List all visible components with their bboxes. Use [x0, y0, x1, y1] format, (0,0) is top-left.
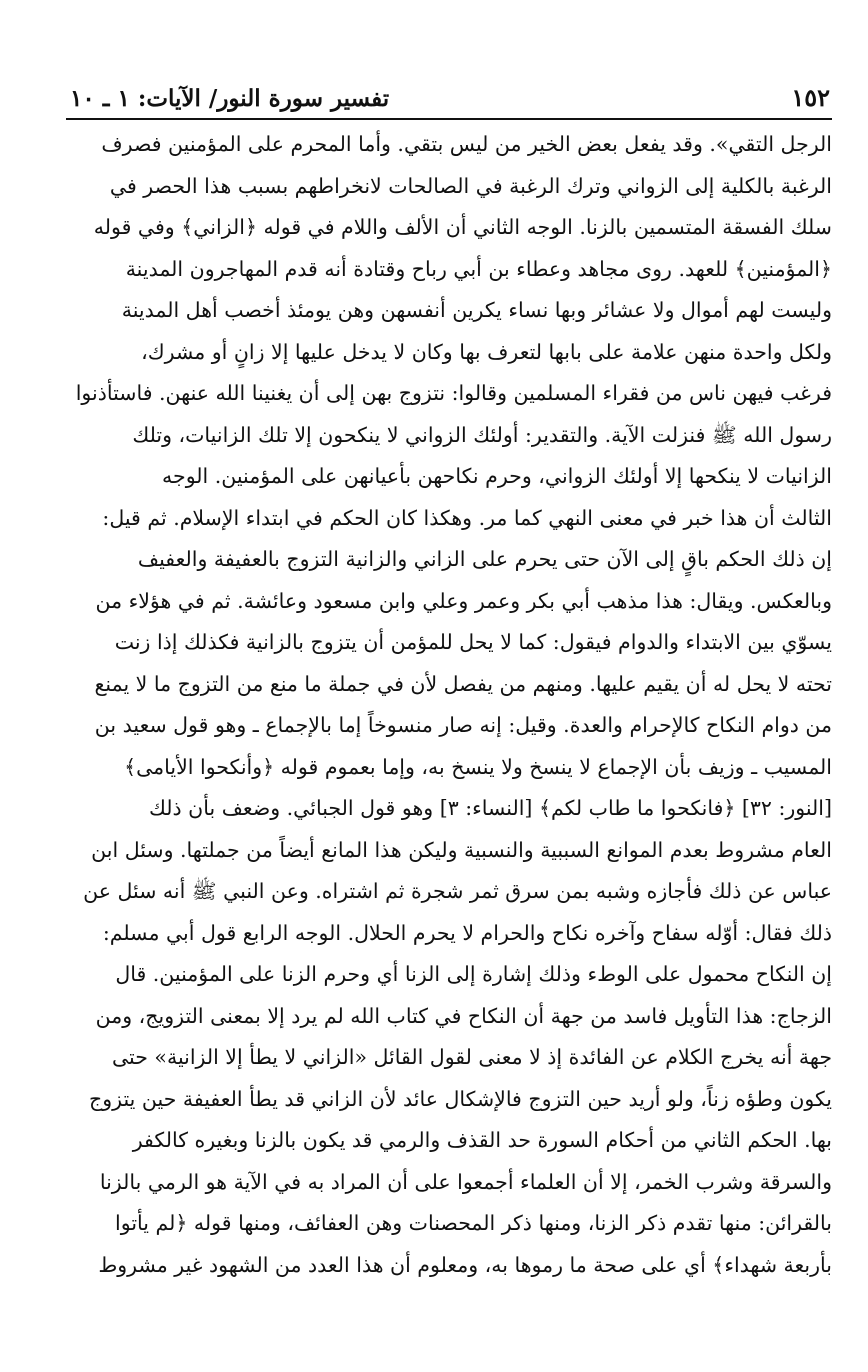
page-number: ١٥٢ — [791, 83, 830, 112]
text-line: الرجل التقي». وقد يفعل بعض الخير من ليس بتقي. وأما المحرم على المؤمنين فصرف — [101, 132, 832, 156]
running-title: تفسير سورة النور/ الآيات: ١ ـ ١٠ — [70, 85, 390, 112]
page-header — [70, 68, 830, 112]
text-line: فرغب فيهن ناس من فقراء المسلمين وقالوا: نتزوج بهن إلى أن يغنينا الله عنهن. فاستأذنوا — [75, 381, 832, 405]
text-line: الثالث أن هذا خبر في معنى النهي كما مر. وهكذا كان الحكم في ابتداء الإسلام. ثم قيل: — [102, 505, 832, 530]
text-line: والسرقة وشرب الخمر، إلا أن العلماء أجمعوا على أن المراد به في الآية هو الرمي بالزنا — [99, 1169, 832, 1194]
text-line: الزجاج: هذا التأويل فاسد من جهة أن النكاح في كتاب الله لم يرد إلا بمعنى التزويج، ومن — [95, 1003, 832, 1028]
text-line: العام مشروط بعدم الموانع السببية والنسبية وليكن هذا المانع أيضاً من جملتها. وسئل ابن — [91, 837, 832, 862]
text-line: إن ذلك الحكم باقٍ إلى الآن حتى يحرم على الزاني والزانية التزوج بالعفيفة والعفيف — [137, 547, 832, 571]
text-line: عباس عن ذلك فأجازه وشبه بمن سرق ثمر شجرة ثم اشتراه. وعن النبي ﷺ أنه سئل عن — [83, 879, 832, 903]
text-line: سلك الفسقة المتسمين بالزنا. الوجه الثاني أن الألف واللام في قوله ﴿الزاني﴾ وفي قوله — [93, 215, 832, 239]
header-divider — [66, 118, 832, 120]
text-line: يكون وطؤه زناً، ولو أريد حين التزوج فالإشكال عائد لأن الزاني قد يطأ العفيفة حين يتزوج — [89, 1086, 832, 1111]
text-line: ذلك فقال: أوّله سفاح وآخره نكاح والحرام لا يحرم الحلال. الوجه الرابع قول أبي مسلم: — [102, 920, 832, 945]
text-line: جهة أنه يخرج الكلام عن الفائدة إذ لا معنى لقول القائل «الزاني لا يطأ إلا الزانية» حتى — [111, 1045, 832, 1069]
text-line: تحته لا يحل له أن يقيم عليها. ومنهم من يفصل لأن في جملة ما منع من التزوج ما لا يمنع — [94, 671, 832, 696]
text-line: ﴿المؤمنين﴾ للعهد. روى مجاهد وعطاء بن أبي رباح وقتادة أنه قدم المهاجرون المدينة — [125, 256, 832, 281]
text-line: بالقرائن: منها تقدم ذكر الزنا، ومنها ذكر المحصنات وهن العفائف، ومنها قوله ﴿لم يأتوا — [115, 1211, 832, 1235]
text-line: رسول الله ﷺ فنزلت الآية. والتقدير: أولئك الزواني لا ينكحون إلا تلك الزانيات، وتلك — [132, 422, 832, 447]
text-line: الرغبة بالكلية إلى الزواني وترك الرغبة في الصالحات لانخراطهم بسبب هذا الحصر في — [109, 173, 832, 198]
text-line: بأربعة شهداء﴾ أي على صحة ما رموها به، ومعلوم أن هذا العدد من الشهود غير مشروط — [98, 1252, 832, 1277]
text-line: المسيب ـ وزيف بأن الإجماع لا ينسخ ولا ينسخ به، وإما بعموم قوله ﴿وأنكحوا الأيامى﴾ — [124, 754, 832, 779]
body-text — [66, 124, 832, 1286]
text-line: من دوام النكاح كالإحرام والعدة. وقيل: إنه صار منسوخاً إما بالإجماع ـ وهو قول سعيد بن — [94, 713, 832, 737]
text-line: ولكل واحدة منهن علامة على بابها لتعرف بها وكان لا يدخل عليها إلا زانٍ أو مشرك، — [141, 339, 832, 364]
text-line: الزانيات لا ينكحها إلا أولئك الزواني، وحرم نكاحهن بأعيانهن على المؤمنين. الوجه — [162, 464, 832, 488]
text-line: وبالعكس. ويقال: هذا مذهب أبي بكر وعمر وعلي وابن مسعود وعائشة. ثم في هؤلاء من — [95, 588, 832, 613]
text-line: إن النكاح محمول على الوطء وذلك إشارة إلى الزنا أي وحرم الزنا على المؤمنين. قال — [115, 962, 832, 986]
text-line: [النور: ٣٢] ﴿فانكحوا ما طاب لكم﴾ [النساء: ٣] وهو قول الجبائي. وضعف بأن ذلك — [149, 796, 832, 820]
text-line: بها. الحكم الثاني من أحكام السورة حد القذف والرمي قد يكون بالزنا وبغيره كالكفر — [132, 1128, 832, 1152]
text-line: يسوّي بين الابتداء والدوام فيقول: كما لا يحل للمؤمن أن يتزوج بالزانية فكذلك إذا زنت — [114, 630, 832, 654]
text-line: وليست لهم أموال ولا عشائر وبها نساء يكرين أنفسهن وهن يومئذ أخصب أهل المدينة — [121, 298, 832, 322]
